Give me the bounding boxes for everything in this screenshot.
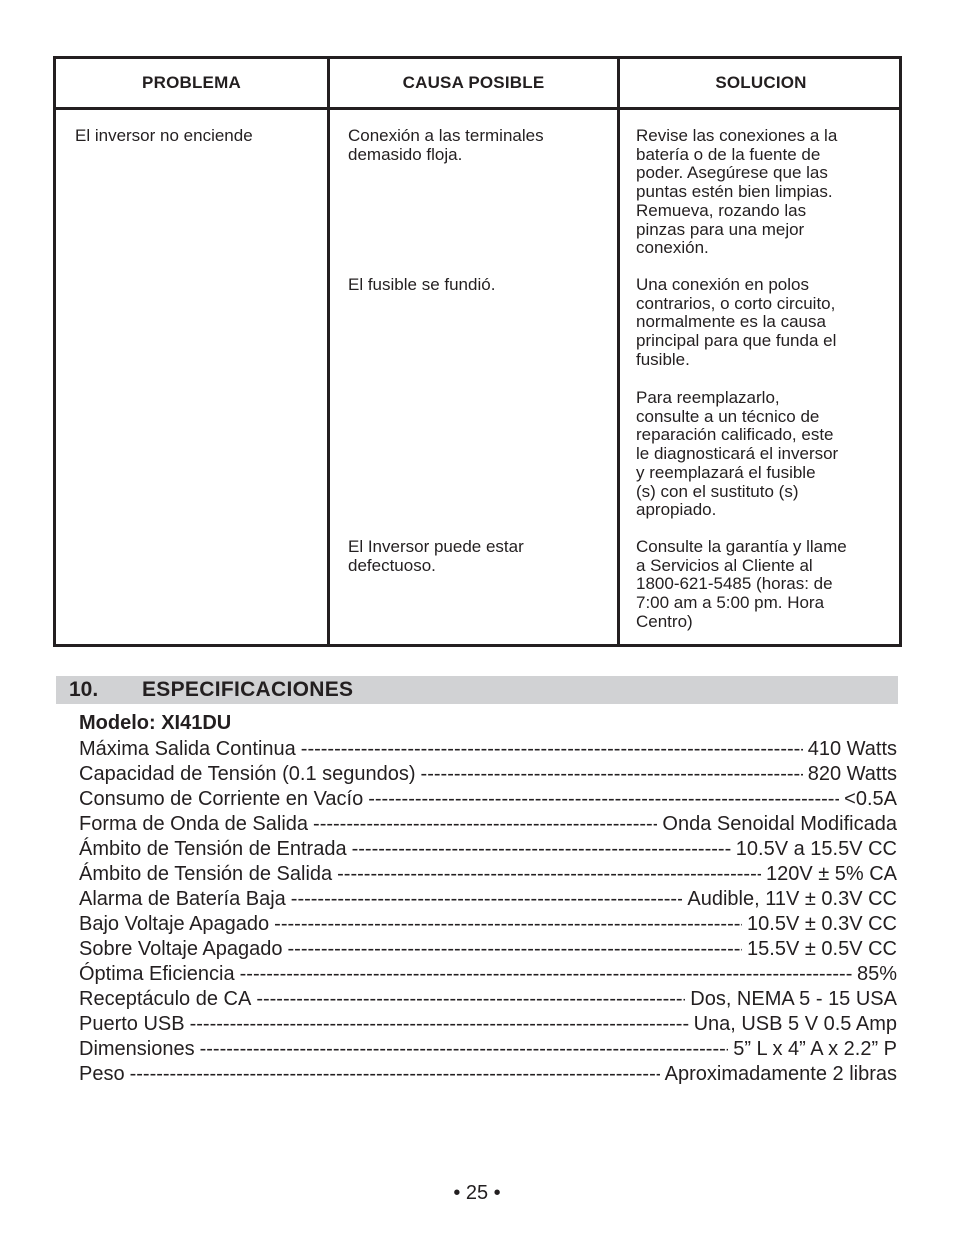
- solution-cell: Consulte la garantía y llame a Servicios al Cliente al 1800-621-5485 (horas: de 7:00 am a 5:00 pm. Hora Centro): [636, 537, 847, 631]
- header-solucion: SOLUCION: [715, 73, 807, 92]
- spec-label: Máxima Salida Continua: [79, 738, 296, 760]
- dot-leader: [274, 912, 742, 937]
- spec-value: 820 Watts: [807, 763, 897, 785]
- spec-row: [79, 887, 897, 912]
- spec-label: Ámbito de Tensión de Salida: [79, 863, 333, 885]
- dot-leader: [130, 1062, 660, 1087]
- section-title: ESPECIFICACIONES: [142, 678, 354, 701]
- cause-cell: Conexión a las terminales demasido floja.: [348, 126, 544, 164]
- spec-value: Audible, 11V ± 0.3V CC: [687, 888, 897, 910]
- header-causa-posible: CAUSA POSIBLE: [402, 73, 545, 92]
- spec-label: Peso: [79, 1063, 125, 1085]
- specifications-list: [79, 737, 897, 1087]
- spec-value: 10.5V ± 0.3V CC: [747, 913, 897, 935]
- problem-cell: El inversor no enciende: [75, 126, 253, 145]
- dot-leader: [313, 812, 657, 837]
- spec-value: 85%: [856, 963, 897, 985]
- spec-row: [79, 787, 897, 812]
- spec-row: [79, 1062, 897, 1087]
- dot-leader: [240, 962, 852, 987]
- section-number: 10.: [69, 678, 99, 701]
- spec-row: [79, 937, 897, 962]
- solution-cell: Una conexión en polos contrarios, o corto circuito, normalmente es la causa principal para que funda el fusible.: [636, 275, 837, 369]
- cause-cell: El Inversor puede estar defectuoso.: [348, 537, 524, 575]
- spec-value: 120V ± 5% CA: [765, 863, 897, 885]
- spec-row: [79, 962, 897, 987]
- specifications-heading: [56, 676, 898, 704]
- dot-leader: [200, 1037, 729, 1062]
- spec-label: Receptáculo de CA: [79, 988, 252, 1010]
- spec-value: 10.5V a 15.5V CC: [735, 838, 897, 860]
- spec-value: <0.5A: [844, 788, 897, 810]
- spec-label: Bajo Voltaje Apagado: [79, 913, 270, 935]
- solution-cell: Revise las conexiones a la batería o de la fuente de poder. Asegúrese que las puntas estén bien limpias. Remueva, rozando las pinzas para una mejor conexión.: [636, 126, 838, 258]
- model-label: Modelo: XI41DU: [79, 712, 232, 734]
- spec-value: Onda Senoidal Modificada: [662, 813, 897, 835]
- spec-label: Forma de Onda de Salida: [79, 813, 309, 835]
- spec-label: Óptima Eficiencia: [79, 963, 235, 985]
- spec-row: [79, 862, 897, 887]
- spec-row: [79, 762, 897, 787]
- header-divider: [56, 107, 899, 110]
- spec-value: Aproximadamente 2 libras: [664, 1063, 897, 1085]
- dot-leader: [301, 737, 803, 762]
- spec-label: Puerto USB: [79, 1013, 185, 1035]
- cause-cell: El fusible se fundió.: [348, 275, 496, 294]
- spec-label: Alarma de Batería Baja: [79, 888, 286, 910]
- header-problema: PROBLEMA: [142, 73, 241, 92]
- dot-leader: [190, 1012, 689, 1037]
- spec-value: 410 Watts: [807, 738, 897, 760]
- column-divider: [617, 59, 620, 644]
- spec-row: [79, 1037, 897, 1062]
- spec-row: [79, 837, 897, 862]
- spec-label: Sobre Voltaje Apagado: [79, 938, 283, 960]
- spec-value: 5” L x 4” A x 2.2” P: [733, 1038, 897, 1060]
- page-number: • 25 •: [453, 1182, 501, 1204]
- dot-leader: [368, 787, 839, 812]
- column-divider: [327, 59, 330, 644]
- troubleshooting-table: [53, 56, 902, 647]
- solution-cell: Para reemplazarlo, consulte a un técnico de reparación calificado, este le diagnosticará el inversor y reemplazará el fusible (s) con el sustituto (s) apropiado.: [636, 388, 839, 520]
- spec-row: [79, 912, 897, 937]
- spec-row: [79, 1012, 897, 1037]
- spec-label: Dimensiones: [79, 1038, 195, 1060]
- dot-leader: [421, 762, 803, 787]
- spec-label: Capacidad de Tensión (0.1 segundos): [79, 763, 416, 785]
- dot-leader: [288, 937, 743, 962]
- spec-value: Dos, NEMA 5 - 15 USA: [690, 988, 897, 1010]
- spec-row: [79, 812, 897, 837]
- spec-row: [79, 737, 897, 762]
- spec-label: Consumo de Corriente en Vacío: [79, 788, 364, 810]
- dot-leader: [352, 837, 731, 862]
- spec-row: [79, 987, 897, 1012]
- spec-value: Una, USB 5 V 0.5 Amp: [693, 1013, 897, 1035]
- spec-label: Ámbito de Tensión de Entrada: [79, 838, 347, 860]
- dot-leader: [256, 987, 685, 1012]
- spec-value: 15.5V ± 0.5V CC: [747, 938, 897, 960]
- dot-leader: [337, 862, 761, 887]
- dot-leader: [291, 887, 683, 912]
